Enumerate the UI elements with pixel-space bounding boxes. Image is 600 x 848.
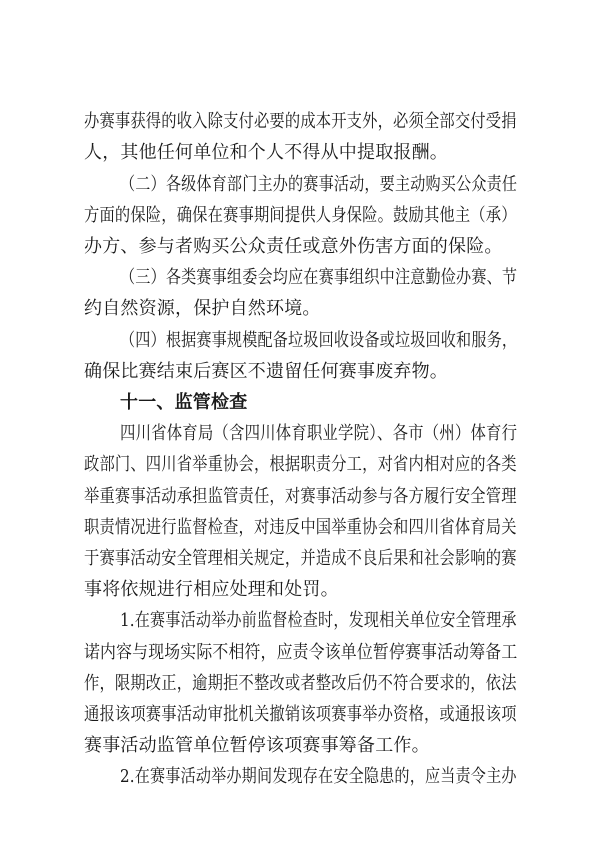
body-text-line: 1.在赛事活动举办前监督检查时，发现相关单位安全管理承 — [120, 610, 517, 631]
body-text-line: （三）各类赛事组委会均应在赛事组织中注意勤俭办赛、节 — [120, 267, 518, 288]
body-text-line: 通报该项赛事活动审批机关撤销该项赛事举办资格，或通报该项 — [84, 704, 517, 725]
body-text-line: 约自然资源，保护自然环境。 — [84, 298, 321, 319]
body-text-line: 诺内容与现场实际不相符，应责令该单位暂停赛事活动筹备工 — [84, 642, 518, 663]
body-text-line: 职责情况进行监督检查，对违反中国举重协会和四川省体育局关 — [84, 517, 517, 538]
body-text-line: 人，其他任何单位和个人不得从中提取报酬。 — [84, 142, 448, 163]
body-text-line: 2.在赛事活动举办期间发现存在安全隐患的，应当责令主办 — [120, 766, 517, 787]
body-text-line: 方面的保险，确保在赛事期间提供人身保险。鼓励其他主（承） — [84, 205, 517, 226]
body-text-line: 于赛事活动安全管理相关规定，并造成不良后果和社会影响的赛 — [84, 548, 517, 569]
section-heading: 十一、监管检查 — [120, 392, 248, 413]
body-text-line: 作，限期改正，逾期拒不整改或者整改后仍不符合要求的，依法 — [84, 673, 517, 694]
body-text-line: 确保比赛结束后赛区不遗留任何赛事废弃物。 — [84, 361, 448, 382]
body-text-line: 政部门、四川省举重协会，根据职责分工，对省内相对应的各类 — [84, 454, 517, 475]
body-text-line: 办方、参与者购买公众责任或意外伤害方面的保险。 — [84, 236, 503, 257]
body-text-line: 赛事活动监管单位暂停该项赛事筹备工作。 — [84, 735, 430, 756]
body-text-line: （二）各级体育部门主办的赛事活动，要主动购买公众责任 — [120, 174, 518, 195]
body-text-line: 四川省体育局（含四川体育职业学院）、各市（州）体育行 — [120, 423, 518, 444]
body-text-line: （四）根据赛事规模配备垃圾回收设备或垃圾回收和服务， — [120, 330, 518, 351]
body-text-line: 举重赛事活动承担监管责任，对赛事活动参与各方履行安全管理 — [84, 486, 517, 507]
body-text-line: 办赛事获得的收入除支付必要的成本开支外，必须全部交付受捐 — [84, 111, 517, 132]
body-text-line: 事将依规进行相应处理和处罚。 — [84, 579, 339, 600]
